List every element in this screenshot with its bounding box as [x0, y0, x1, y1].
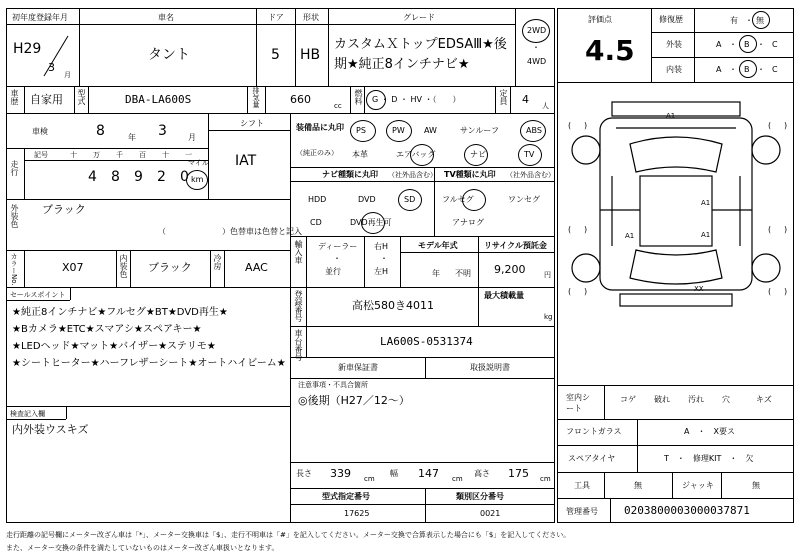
mileage-digit: 2 [157, 169, 166, 185]
mileage-unit: 万 [93, 151, 100, 159]
navi-item: SD [404, 195, 416, 204]
reg-year: H29 [13, 41, 42, 57]
damage-bracket-close: ) [584, 287, 588, 296]
width-label: 幅 [390, 469, 398, 478]
reg-no-value: 高松580き4011 [352, 299, 434, 312]
doors-label: ドア [268, 13, 284, 22]
car-name-label: 車名 [158, 13, 174, 22]
equip-item: エアバッグ [396, 150, 436, 159]
inspection-year-unit: 年 [128, 133, 136, 142]
sales-point-line: ★LEDヘッド★マット★バイザー★ステリモ★ [12, 341, 216, 352]
navi-sub: （社外品含む） [388, 171, 437, 179]
repair-no: 無 [756, 16, 764, 25]
length-label: 長さ [296, 469, 312, 478]
exterior-color-label: 外装色 [10, 204, 19, 228]
grade-option: C [772, 40, 778, 49]
interior-cond-item: キズ [756, 395, 772, 404]
drive-2wd: 2WD [527, 26, 547, 35]
width-unit: cm [452, 475, 463, 483]
warranty-doc: 新車保証書 [338, 363, 378, 372]
ac-label: 冷房 [213, 254, 222, 270]
notes-value: ◎後期（H27／12〜） [298, 394, 410, 407]
inspection-year: 8 [96, 123, 105, 139]
damage-bracket-close: ) [584, 121, 588, 130]
grade-dot: ・ [729, 65, 737, 74]
diag-a1-right2: A1 [701, 231, 711, 239]
height-label: 高さ [474, 469, 490, 478]
color-no-label: カラーNo. [10, 253, 18, 286]
color-change-note: （ ）色替車は色替と記入 [158, 227, 302, 236]
length-unit: cm [364, 475, 375, 483]
diag-a1-left: A1 [625, 232, 635, 240]
class-value: 0021 [480, 509, 501, 518]
capacity-label: 定員 [499, 89, 508, 105]
diag-a1-right: A1 [701, 199, 711, 207]
spec-label: 型式指定番号 [322, 492, 370, 501]
mileage-unit: 十 [70, 151, 77, 159]
diag-a1-top: A1 [666, 112, 676, 120]
equipment-subtitle: （純正のみ） [296, 149, 338, 157]
class-label: 類別区分番号 [456, 492, 504, 501]
sales-point-line: ★純正8インチナビ★フルセグ★BT★DVD再生★ [12, 307, 228, 318]
use-value: 自家用 [30, 93, 63, 106]
damage-bracket-close: ) [584, 225, 588, 234]
damage-bracket-close: ) [784, 121, 788, 130]
repair-dot: ・ [745, 16, 753, 25]
import-right-dot: ・ [380, 254, 388, 263]
sales-point-line: ★シートヒーター★ハーフレザーシート★オートハイビーム★ [12, 358, 286, 369]
tv-item: ワンセグ [508, 195, 540, 204]
model-value: DBA-LA600S [125, 93, 192, 106]
damage-bracket-close: ) [784, 287, 788, 296]
repair-yes: 有 [730, 16, 738, 25]
score-value: 4.5 [585, 34, 635, 67]
shape-label: 形状 [303, 13, 319, 22]
diag-xx: XX [694, 285, 704, 293]
mileage-label: 走行 [10, 160, 19, 176]
grade-option: A [716, 65, 722, 74]
chassis-value: LA600S-0531374 [380, 335, 473, 348]
tv-sub: （社外品含む） [506, 171, 555, 179]
ac-value: AAC [245, 261, 268, 274]
interior-color-value: ブラック [148, 261, 192, 274]
color-no-value: X07 [62, 261, 84, 274]
damage-bracket-close: ) [784, 225, 788, 234]
grade-option: A [716, 40, 722, 49]
damage-bracket-open: ( [768, 121, 772, 130]
navi-item: DVD [358, 195, 376, 204]
exterior-color-value: ブラック [42, 203, 86, 216]
inspection-label: 車検 [32, 127, 48, 136]
interior-cond-item: コゲ [620, 395, 636, 404]
mileage-unit: 百 [139, 151, 146, 159]
model-year-unknown: 不明 [455, 269, 471, 278]
inspection-month-unit: 月 [188, 133, 196, 142]
grade-dot: ・ [729, 40, 737, 49]
displacement-value: 660 [290, 93, 311, 106]
equip-item: 本革 [352, 150, 368, 159]
mileage-digit: 9 [134, 169, 143, 185]
import-dealer: ディーラー [318, 242, 358, 251]
max-load-unit: kg [544, 313, 553, 321]
recycle-label: リサイクル預託金 [484, 241, 547, 250]
tools-label: 工具 [574, 481, 590, 490]
spec-value: 17625 [344, 509, 370, 518]
tv-title: TV種類に丸印 [444, 170, 496, 179]
damage-bracket-open: ( [568, 287, 572, 296]
damage-bracket-open: ( [768, 287, 772, 296]
damage-bracket-open: ( [568, 121, 572, 130]
mileage-unit: 十 [162, 151, 169, 159]
equip-item: AW [424, 126, 437, 135]
grade-option: B [744, 40, 750, 49]
mileage-kigo: 記号 [34, 151, 48, 159]
manual-doc: 取扱説明書 [470, 363, 510, 372]
mileage-digit: 4 [88, 169, 97, 185]
interior-color-label: 内装色 [119, 254, 128, 278]
reg-no-label: 登録番号 [294, 290, 303, 322]
car-damage-diagram [560, 100, 792, 310]
jack-label: ジャッキ [682, 481, 714, 490]
mileage-digit: 0 [180, 169, 189, 185]
height-value: 175 [508, 467, 529, 480]
sales-points-label: セールスポイント [10, 291, 66, 299]
import-dealer-dot: ・ [333, 254, 341, 263]
spare-options: T ・ 修理KIT ・ 欠 [664, 454, 754, 463]
inspector-label: 検査記入欄 [10, 410, 45, 418]
equipment-title: 装備品に丸印 [296, 123, 344, 132]
repair-label: 修復歴 [659, 15, 683, 24]
person-unit: 人 [542, 102, 549, 110]
import-right: 右H [374, 242, 389, 251]
shift-value: IAT [235, 153, 257, 169]
jack-value: 無 [752, 481, 760, 490]
grade-line-2: 期★純正8インチナビ★ [334, 57, 470, 72]
navi-item: DVD再生可 [350, 218, 392, 227]
navi-title: ナビ種類に丸印 [322, 170, 378, 179]
km-label: km [191, 175, 204, 184]
month-unit: 月 [64, 71, 71, 79]
drive-dot: ・ [532, 43, 540, 52]
fuel-options: G ・ D ・ HV ・（ ） [372, 95, 461, 104]
grade-option: B [744, 65, 750, 74]
history-label: 車歴 [10, 89, 19, 105]
mileage-unit: 一 [185, 151, 192, 159]
fuel-label: 燃料 [354, 89, 363, 105]
damage-bracket-open: ( [568, 225, 572, 234]
notes-label: 注意事項・不具合箇所 [298, 381, 368, 389]
car-name: タント [148, 47, 190, 63]
chassis-label: 車台番号 [294, 329, 303, 361]
score-label: 評価点 [588, 15, 612, 24]
mileage-digit: 8 [111, 169, 120, 185]
grade-option: C [772, 65, 778, 74]
exterior-label: 外装 [666, 40, 682, 49]
equip-item: サンルーフ [460, 126, 499, 135]
doors-value: 5 [271, 47, 280, 63]
navi-item: HDD [308, 195, 327, 204]
windshield-options: A ・ X要ス [684, 427, 735, 436]
shift-label: シフト [240, 119, 264, 128]
sales-point-line: ★Bカメラ★ETC★スマアシ★スペアキー★ [12, 324, 202, 335]
reg-month: 3 [48, 61, 55, 74]
mgmt-label: 管理番号 [566, 507, 598, 516]
max-load-label: 最大積載量 [484, 291, 524, 300]
inspection-month: 3 [158, 123, 167, 139]
length-value: 339 [330, 467, 351, 480]
navi-item: CD [310, 218, 322, 227]
equip-item: PS [356, 126, 366, 135]
equip-item: TV [524, 150, 535, 159]
spare-label: スペアタイヤ [568, 454, 616, 463]
interior-cond-item: 汚れ [688, 395, 704, 404]
windshield-label: フロントガラス [566, 427, 622, 436]
inspector-value: 内外装ウスキズ [12, 423, 89, 436]
width-value: 147 [418, 467, 439, 480]
tv-item: アナログ [452, 218, 484, 227]
model-year-label: モデル年式 [418, 241, 458, 250]
model-year-unit: 年 [432, 269, 440, 278]
import-left: 左H [374, 267, 389, 276]
shape-value: HB [300, 47, 321, 63]
footer-line-2: また、メーター交換の条件を満たしていないものはメーター改ざん車扱いとなります。 [6, 544, 279, 552]
mgmt-value: 0203800003000037871 [624, 504, 750, 517]
footer-line-1: 走行距離の記号欄にメーター改ざん車は「*」、メーター交換車は「$」、走行不明車は「#」を記入してください。メーター交換で合算表示した場合にも「$」を記入してください。 [6, 531, 571, 539]
displacement-label: 排気量 [252, 87, 260, 108]
reg-year-label: 初年度登録年月 [12, 13, 68, 22]
grade-dot: ・ [757, 65, 765, 74]
model-label: 型式 [77, 89, 86, 105]
interior-cond-item: 穴 [722, 395, 730, 404]
recycle-value: 9,200 [494, 263, 526, 276]
cc-unit: cc [334, 102, 342, 110]
mileage-unit: 千 [116, 151, 123, 159]
equip-item: ABS [526, 126, 542, 135]
grade-dot: ・ [757, 40, 765, 49]
interior-cond-label: 室内シート [566, 393, 590, 413]
import-label: 輸入車 [294, 240, 303, 264]
damage-bracket-open: ( [768, 225, 772, 234]
mile-label: マイル [188, 159, 209, 167]
tv-item: フルセグ [442, 195, 474, 204]
height-unit: cm [540, 475, 551, 483]
drive-4wd: 4WD [527, 57, 547, 66]
recycle-unit: 円 [544, 271, 551, 279]
interior-cond-item: 破れ [654, 395, 670, 404]
interior-label: 内装 [666, 65, 682, 74]
tools-value: 無 [634, 481, 642, 490]
equip-item: PW [392, 126, 405, 135]
equip-item: ナビ [470, 150, 486, 159]
grade-line-1: カスタムＸトップEDSAⅢ★後 [334, 37, 507, 52]
import-parallel: 並行 [325, 267, 341, 276]
grade-label: グレード [403, 13, 435, 22]
capacity-value: 4 [522, 93, 529, 106]
